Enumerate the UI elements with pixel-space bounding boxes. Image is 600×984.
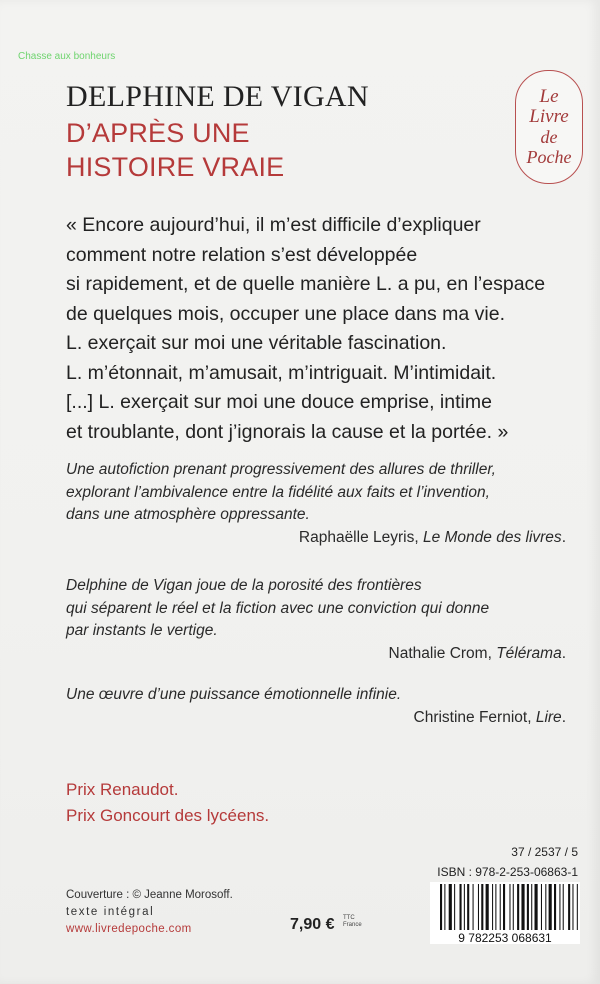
title-line: HISTOIRE VRAIE — [66, 152, 285, 182]
barcode-bar — [572, 884, 573, 930]
barcode-bar — [449, 884, 452, 930]
barcode-bar — [521, 884, 524, 930]
review-crom — [66, 575, 566, 665]
barcode-bar — [549, 884, 552, 930]
watermark-text: Chasse aux bonheurs — [18, 51, 116, 62]
barcode-bar — [517, 884, 519, 930]
website-link[interactable]: www.livredepoche.com — [66, 923, 192, 935]
barcode-bar — [444, 884, 445, 930]
catalog-code: 37 / 2537 / 5 — [511, 845, 578, 859]
review-line: dans une atmosphère oppressante. — [66, 506, 310, 523]
barcode-bar — [486, 884, 489, 930]
barcode-bar — [554, 884, 556, 930]
attribution-period: . — [561, 708, 566, 726]
review-leyris — [66, 459, 566, 549]
price-note-ttc: TTC — [343, 915, 355, 921]
barcode-bar — [568, 884, 570, 930]
attribution-period: . — [561, 644, 566, 662]
review-line: Une œuvre d’une puissance émotionnelle infinie. — [66, 686, 402, 703]
barcode-bar — [527, 884, 529, 930]
barcode-bar — [535, 884, 538, 930]
quote-line: et troublante, dont j’ignorais la cause et la portée. » — [66, 420, 509, 443]
review-attribution — [66, 707, 566, 730]
quote-line: L. m’étonnait, m’amusait, m’intriguait. M’intimidait. — [66, 361, 497, 384]
barcode-bar — [464, 884, 465, 930]
publisher-logo — [515, 70, 583, 184]
barcode-bar — [478, 884, 479, 930]
publication-name: Télérama — [496, 644, 562, 662]
quote-line: comment notre relation s’est développée — [66, 243, 418, 266]
logo-text: Livre — [529, 106, 569, 127]
logo-text: de — [540, 127, 558, 147]
barcode-digits-text: 9 782253 068631 — [458, 931, 552, 944]
barcode-bar — [500, 884, 501, 930]
critic-name: Nathalie Crom, — [388, 644, 497, 662]
barcode-bar — [503, 884, 505, 930]
barcode-bar — [509, 884, 510, 930]
catalog-codes — [437, 842, 578, 882]
barcode-bar — [454, 884, 455, 930]
price-note — [343, 915, 362, 929]
prize-item: Prix Renaudot. — [66, 780, 179, 799]
barcode-bar — [513, 884, 514, 930]
critic-name: Christine Ferniot, — [413, 708, 536, 726]
quote-line: « Encore aujourd’hui, il m’est difficile d’expliquer — [66, 214, 481, 236]
book-title — [66, 116, 284, 184]
logo-text: Poche — [526, 147, 572, 167]
barcode — [430, 882, 580, 944]
barcode-bar — [545, 884, 546, 930]
barcode-bar — [473, 884, 474, 930]
bottom-credits — [66, 887, 233, 938]
critic-name: Raphaëlle Leyris, — [298, 528, 423, 546]
barcode-bar — [481, 884, 483, 930]
barcode-bar — [495, 884, 496, 930]
quote-line: de quelques mois, occuper une place dans ma vie. — [66, 302, 506, 325]
prize-item: Prix Goncourt des lycéens. — [66, 806, 270, 825]
barcode-bar — [577, 884, 578, 930]
barcode-bar — [440, 884, 442, 930]
quote-line: si rapidement, et de quelle manière L. a pu, en l’espace — [66, 273, 546, 295]
author-name: DELPHINE DE VIGAN — [66, 80, 369, 113]
price-note-country: France — [343, 922, 362, 928]
review-attribution — [66, 527, 566, 550]
price: 7,90 € — [290, 916, 335, 933]
barcode-bar — [559, 884, 560, 930]
quote-line: [...] L. exerçait sur moi une douce emprise, intime — [66, 391, 492, 413]
review-line: explorant l’ambivalence entre la fidélité aux faits et l’invention, — [66, 483, 490, 501]
cover-credit: Couverture : © Jeanne Morosoff. — [66, 889, 233, 901]
barcode-bar — [563, 884, 564, 930]
review-line: Une autofiction prenant progressivement des allures de thriller, — [66, 461, 496, 478]
barcode-bar — [531, 884, 532, 930]
quote-line: L. exerçait sur moi une véritable fascination. — [66, 332, 447, 354]
attribution-period: . — [561, 528, 566, 546]
barcode-bar — [541, 884, 542, 930]
review-line: par instants le vertige. — [66, 622, 218, 639]
prizes — [66, 777, 269, 829]
title-line: D’APRÈS UNE — [66, 118, 250, 148]
barcode-bar — [467, 884, 469, 930]
barcode-bar — [492, 884, 493, 930]
review-line: Delphine de Vigan joue de la porosité des frontières — [66, 577, 422, 594]
logo-text: Le — [539, 86, 559, 107]
review-attribution — [66, 643, 566, 666]
publication-name: Le Monde des livres — [422, 528, 562, 546]
isbn: ISBN : 978-2-253-06863-1 — [437, 865, 578, 879]
barcode-bar — [460, 884, 462, 930]
review-ferniot — [66, 684, 566, 729]
excerpt-quote — [66, 211, 586, 447]
review-line: qui séparent le réel et la fiction avec une conviction qui donne — [66, 599, 490, 617]
publication-name: Lire — [535, 708, 562, 726]
full-text-label: texte intégral — [66, 906, 155, 918]
